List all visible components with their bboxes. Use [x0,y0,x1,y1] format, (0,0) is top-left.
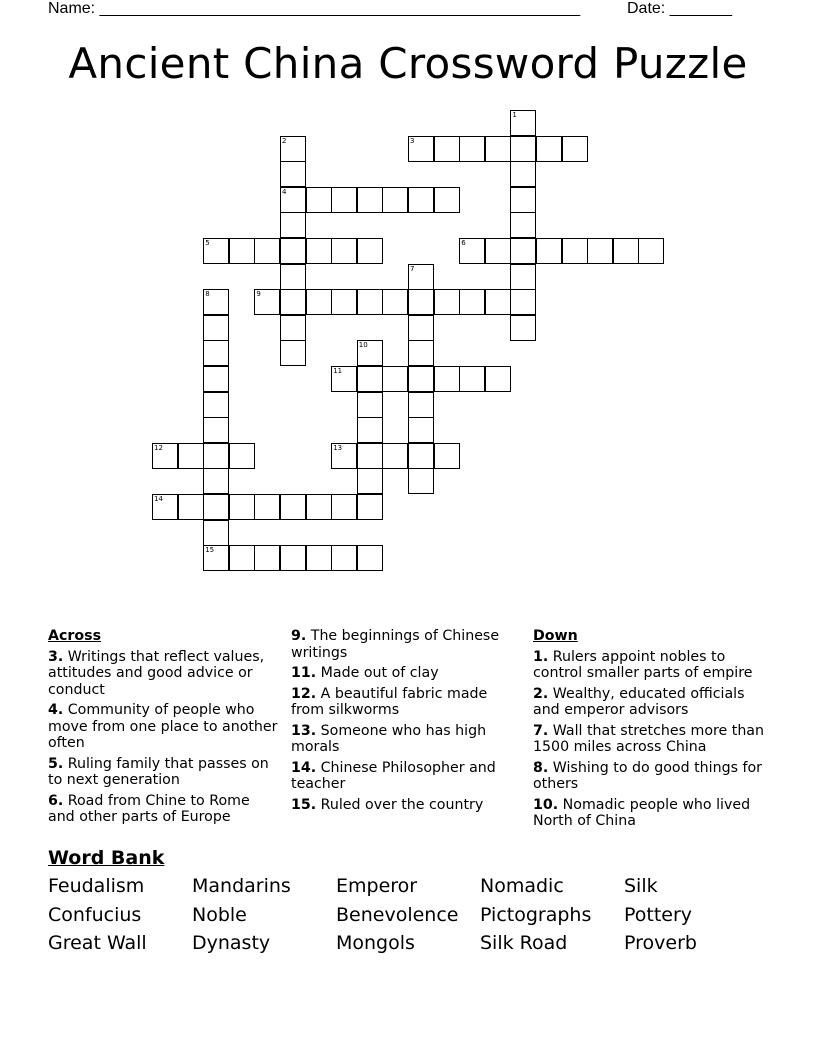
clue-number-label: 11. [291,665,317,681]
clue-number: 10 [358,341,368,350]
clue-text: Rulers appoint nobles to control smaller parts of empire [533,648,753,681]
grid-cell[interactable] [408,340,434,366]
clue-number: 2 [282,136,287,145]
grid-cell[interactable] [357,366,383,392]
grid-cell[interactable] [254,238,280,264]
clue-text: Chinese Philosopher and teacher [291,759,496,792]
clue-item [533,797,773,830]
grid-cell[interactable] [434,136,460,162]
clue-item [291,628,519,661]
grid-cell[interactable] [280,187,306,213]
grid-cell[interactable] [357,187,383,213]
clue-text: Road from Chine to Rome and other parts of Europe [48,792,250,825]
grid-cell[interactable] [357,340,383,366]
word-bank-item: Mandarins [192,875,291,897]
across-clues-column-2 [291,628,519,817]
word-bank-item: Noble [192,903,247,926]
clue-number-label: 8. [533,759,549,776]
grid-cell[interactable] [434,289,460,315]
grid-cell[interactable] [485,366,511,392]
grid-cell[interactable] [280,340,306,366]
grid-cell[interactable] [510,289,536,315]
clue-text: Ruled over the country [316,796,484,813]
clue-number-label: 6. [48,792,64,809]
clue-number: 13 [333,443,343,452]
word-bank-item: Proverb [624,932,697,954]
grid-cell[interactable] [382,187,408,213]
grid-cell[interactable] [357,238,383,264]
word-bank-item: Nomadic [480,875,564,897]
grid-cell[interactable] [408,289,434,315]
clue-number-label: 14. [291,759,317,776]
clue-item [533,723,773,756]
grid-cell[interactable] [408,187,434,213]
grid-cell[interactable] [510,315,536,341]
grid-cell[interactable] [613,238,639,264]
grid-cell[interactable] [280,212,306,238]
grid-cell[interactable] [203,417,229,443]
clue-item [533,760,773,793]
grid-cell[interactable] [331,366,357,392]
grid-cell[interactable] [638,238,664,264]
grid-cell[interactable] [510,212,536,238]
word-bank-item: Emperor [336,875,418,897]
grid-cell[interactable] [382,443,408,469]
grid-cell[interactable] [203,340,229,366]
clue-text: A beautiful fabric made from silkworms [291,685,488,718]
grid-cell[interactable] [331,494,357,520]
clue-number-label: 15. [291,796,317,813]
grid-cell[interactable] [357,417,383,443]
grid-cell[interactable] [357,392,383,418]
grid-cell[interactable] [408,366,434,392]
clue-item [48,702,280,752]
clue-text: Community of people who move from one place to another often [48,702,278,751]
grid-cell[interactable] [152,494,178,520]
grid-cell[interactable] [408,417,434,443]
clue-number: 8 [205,290,210,299]
clue-item [291,760,519,793]
grid-cell[interactable] [306,238,332,264]
clue-number: 5 [205,239,210,247]
grid-cell[interactable] [434,366,460,392]
grid-cell[interactable] [510,238,536,264]
grid-cell[interactable] [229,443,255,469]
grid-cell[interactable] [357,468,383,494]
grid-cell[interactable] [229,494,255,520]
grid-cell[interactable] [178,443,204,469]
clue-item [291,723,519,756]
grid-cell[interactable] [203,315,229,341]
grid-cell[interactable] [254,545,280,571]
grid-cell[interactable] [280,545,306,571]
word-bank-item: Silk [624,875,658,897]
grid-cell[interactable] [203,494,229,520]
clue-item [48,756,280,789]
grid-cell[interactable] [280,238,306,264]
clue-number-label: 7. [533,722,549,739]
clue-number-label: 5. [48,755,64,772]
grid-cell[interactable] [434,443,460,469]
grid-cell[interactable] [408,315,434,341]
grid-cell[interactable] [536,238,562,264]
clue-text: Ruling family that passes on to next generation [48,755,269,788]
grid-cell[interactable] [510,136,536,162]
grid-cell[interactable] [485,289,511,315]
grid-cell[interactable] [510,110,536,136]
clue-number: 3 [410,136,415,145]
date-field[interactable]: Date: _______ [627,0,732,17]
grid-cell[interactable] [382,289,408,315]
clue-text: Made out of clay [316,665,439,681]
clue-number: 14 [154,495,163,503]
clue-number: 1 [512,111,517,119]
grid-cell[interactable] [357,494,383,520]
clue-text: Nomadic people who lived North of China [533,796,751,829]
grid-cell[interactable] [485,238,511,264]
grid-cell[interactable] [280,264,306,290]
clue-text: Writings that reflect values, attitudes and good advice or conduct [48,648,265,698]
grid-cell[interactable] [306,545,332,571]
clue-item [48,793,280,826]
down-clues-column [533,628,773,834]
across-heading: Across [48,628,102,644]
clue-item [291,665,519,682]
clue-text: Wall that stretches more than 1500 miles across China [533,722,764,755]
grid-cell[interactable] [254,494,280,520]
grid-cell[interactable] [408,136,434,162]
grid-cell[interactable] [306,494,332,520]
grid-cell[interactable] [408,392,434,418]
grid-cell[interactable] [331,443,357,469]
grid-cell[interactable] [357,545,383,571]
grid-cell[interactable] [408,264,434,290]
grid-cell[interactable] [408,443,434,469]
grid-cell[interactable] [254,289,280,315]
word-bank-item: Silk Road [480,932,568,954]
grid-cell[interactable] [280,315,306,341]
clue-number-label: 13. [291,722,317,739]
clue-number: 6 [461,239,466,247]
name-field[interactable]: Name: ______________________________________________________ [48,0,581,17]
grid-cell[interactable] [408,468,434,494]
grid-cell[interactable] [331,545,357,571]
grid-cell[interactable] [178,494,204,520]
clue-number-label: 4. [48,702,64,718]
grid-cell[interactable] [203,520,229,546]
clue-number: 11 [333,367,343,375]
word-bank-item: Pictographs [480,903,592,926]
grid-cell[interactable] [203,392,229,418]
grid-cell[interactable] [152,443,178,469]
clue-number-label: 9. [291,628,307,644]
grid-cell[interactable] [459,366,485,392]
clue-number-label: 2. [533,685,549,702]
grid-cell[interactable] [459,238,485,264]
word-bank-item: Confucius [48,903,142,926]
page-title: Ancient China Crossword Puzzle [68,39,748,88]
clue-number: 12 [154,443,163,452]
clue-item [533,686,773,719]
word-bank-item: Benevolence [336,903,459,926]
grid-cell[interactable] [562,238,588,264]
grid-cell[interactable] [587,238,613,264]
grid-cell[interactable] [331,289,357,315]
grid-cell[interactable] [536,136,562,162]
grid-cell[interactable] [510,264,536,290]
grid-cell[interactable] [331,187,357,213]
grid-cell[interactable] [331,238,357,264]
grid-cell[interactable] [510,187,536,213]
clue-number-label: 10. [533,796,559,813]
word-bank-item: Dynasty [192,932,271,954]
word-bank-item: Mongols [336,932,415,954]
grid-cell[interactable] [562,136,588,162]
clue-number-label: 3. [48,648,64,665]
clue-number-label: 12. [291,685,317,702]
grid-cell[interactable] [280,494,306,520]
grid-cell[interactable] [203,238,229,264]
clue-item [291,686,519,719]
grid-cell[interactable] [485,136,511,162]
grid-cell[interactable] [203,443,229,469]
grid-cell[interactable] [459,136,485,162]
grid-cell[interactable] [357,443,383,469]
clue-item [291,797,519,814]
clue-number: 9 [256,290,261,299]
word-bank-item: Pottery [624,903,693,926]
clue-text: Wishing to do good things for others [533,759,762,792]
clue-number: 15 [205,546,215,555]
grid-cell[interactable] [306,289,332,315]
word-bank-item: Great Wall [48,932,147,954]
grid-cell[interactable] [203,289,229,315]
grid-cell[interactable] [280,136,306,162]
clue-item [533,649,773,682]
word-bank-title: Word Bank [48,847,165,869]
down-heading: Down [533,628,578,644]
grid-cell[interactable] [203,545,229,571]
clue-text: The beginnings of Chinese writings [291,628,500,661]
clue-text: Wealthy, educated officials and emperor advisors [533,685,745,718]
clue-text: Someone who has high morals [291,722,487,755]
clue-item [48,649,280,699]
clue-number: 7 [410,264,415,273]
grid-cell[interactable] [280,289,306,315]
clue-number-label: 1. [533,648,549,665]
grid-cell[interactable] [203,468,229,494]
grid-cell[interactable] [434,187,460,213]
grid-cell[interactable] [229,238,255,264]
grid-cell[interactable] [306,187,332,213]
grid-cell[interactable] [280,161,306,187]
grid-cell[interactable] [382,366,408,392]
grid-cell[interactable] [203,366,229,392]
clue-number: 4 [282,187,287,196]
grid-cell[interactable] [229,545,255,571]
across-clues-column [48,628,280,830]
grid-cell[interactable] [510,161,536,187]
grid-cell[interactable] [459,289,485,315]
word-bank-item: Feudalism [48,875,145,897]
grid-cell[interactable] [357,289,383,315]
